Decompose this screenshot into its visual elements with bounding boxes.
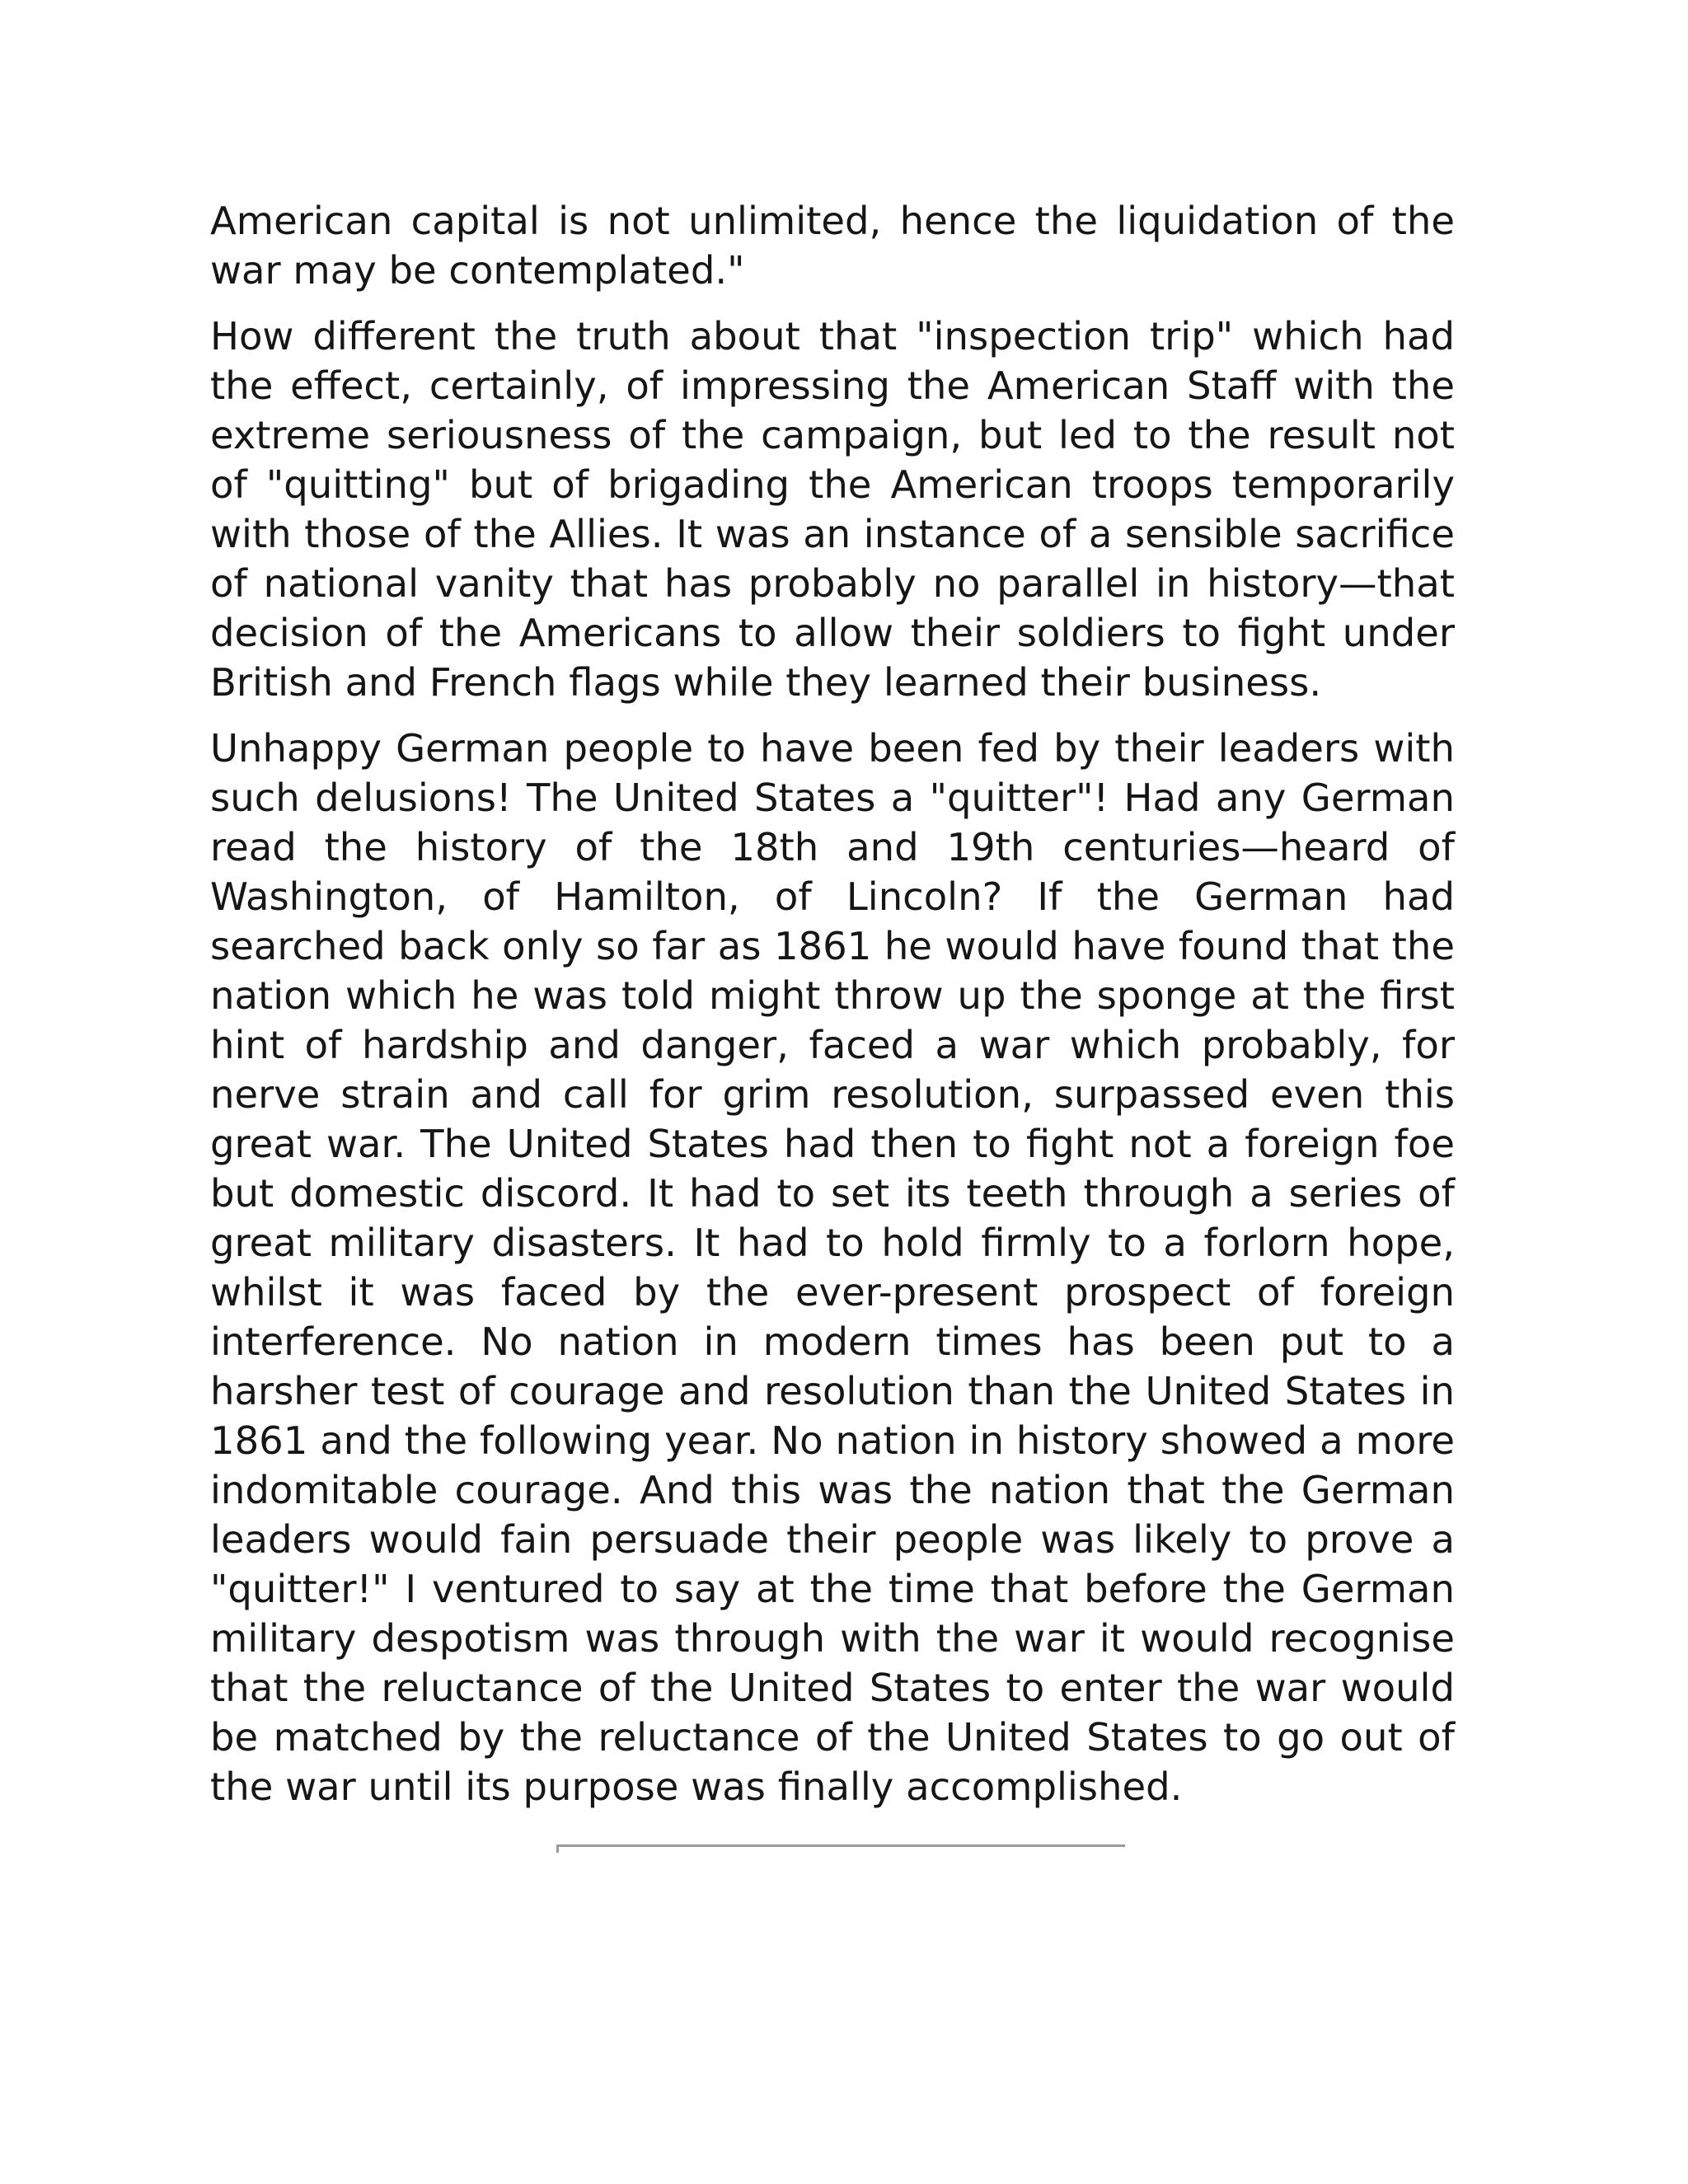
body-text — [210, 196, 1455, 1828]
paragraph-unhappy-german-people: Unhappy German people to have been fed by their leaders with such delusions! The United States a "quitter"! Had any German read the history of the 18th and 19th centuries—heard of Washington, of Hamilton, of Lincoln? If the German had searched back only so far as 1861 he would have found that the nation which he was told might throw up the sponge at the first hint of hardship and danger, faced a war which probably, for nerve strain and call for grim resolution, surpassed even this great war. The United States had then to fight not a foreign foe but domestic discord. It had to set its teeth through a series of great military disasters. It had to hold firmly to a forlorn hope, whilst it was faced by the ever-present prospect of foreign interference. No nation in modern times has been put to a harsher test of courage and resolution than the United States in 1861 and the following year. No nation in history showed a more indomitable courage. And this was the nation that the German leaders would fain persuade their people was likely to prove a "quitter!" I ventured to say at the time that before the German military despotism was through with the war it would recognise that the reluctance of the United States to enter the war would be matched by the reluctance of the United States to go out of the war until its purpose was finally accomplished. — [210, 726, 1455, 1809]
paragraph-continuation: American capital is not unlimited, hence the liquidation of the war may be contemplated." — [210, 199, 1455, 293]
paragraph-inspection-trip: How different the truth about that "inspection trip" which had the effect, certainly, of impressing the American Staff with the extreme seriousness of the campaign, but led to the result not of "quitting" but of brigading the American troops temporarily with those of the Allies. It was an instance of a sensible sacrifice of national vanity that has probably no parallel in history—that decision of the Americans to allow their soldiers to fight under British and French flags while they learned their business. — [210, 314, 1455, 705]
section-divider — [556, 1844, 1125, 1847]
